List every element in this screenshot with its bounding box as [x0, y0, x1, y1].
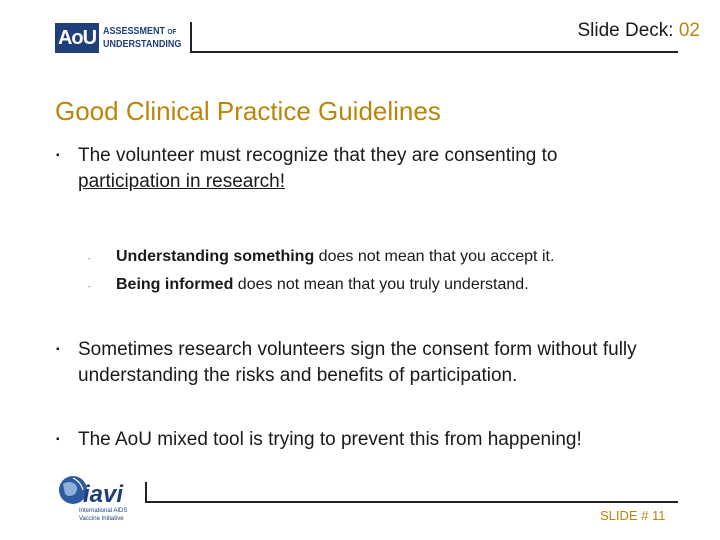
sub-bullet-2-bold: Being informed [116, 276, 234, 293]
logo-of: OF [167, 28, 177, 36]
footer-divider-vertical [145, 482, 147, 502]
bullet-1-line2: participation in research! [78, 171, 285, 192]
sub-bullet-1-bold: Understanding something [116, 248, 315, 265]
bullet-item-3 [56, 427, 688, 453]
square-bullet-icon: ▪ [56, 344, 60, 355]
dash-bullet-icon: - [88, 282, 91, 291]
logo-line1: ASSESSMENT [103, 25, 166, 37]
bullet-item-1 [56, 143, 678, 195]
sub-bullet-2 [88, 271, 529, 299]
iavi-caption-1: International AIDS [79, 508, 128, 514]
slide-deck-number: 02 [678, 20, 700, 41]
slide-deck-prefix: Slide Deck: [577, 20, 679, 41]
footer-divider-horizontal [145, 501, 678, 503]
aou-logo-text [103, 26, 181, 51]
iavi-wordmark: iavi [83, 481, 124, 508]
slide-number: SLIDE # 11 [600, 508, 666, 523]
bullet-3-text: The AoU mixed tool is trying to prevent this from happening! [78, 429, 582, 450]
header-divider-vertical [190, 22, 192, 53]
sub-bullet-1 [88, 243, 555, 271]
header-divider-horizontal [190, 51, 678, 53]
bullet-item-2 [56, 337, 688, 389]
slide-title: Good Clinical Practice Guidelines [55, 96, 441, 126]
bullet-1-line1: The volunteer must recognize that they are consenting to [78, 145, 558, 166]
iavi-caption-2: Vaccine Initiative [79, 516, 124, 522]
square-bullet-icon: ▪ [56, 434, 60, 445]
aou-logo [55, 22, 190, 54]
sub-bullet-1-rest: does not mean that you accept it. [314, 248, 555, 265]
square-bullet-icon: ▪ [56, 150, 60, 161]
dash-bullet-icon: - [88, 254, 91, 263]
iavi-logo [55, 472, 143, 528]
aou-logo-box: AoU [55, 23, 99, 53]
logo-line2: UNDERSTANDING [103, 38, 182, 50]
bullet-2-text: Sometimes research volunteers sign the consent form without fully understanding the risks and benefits of participation. [78, 339, 637, 386]
sub-bullet-2-rest: does not mean that you truly understand. [233, 276, 529, 293]
slide-deck-label [577, 20, 700, 42]
